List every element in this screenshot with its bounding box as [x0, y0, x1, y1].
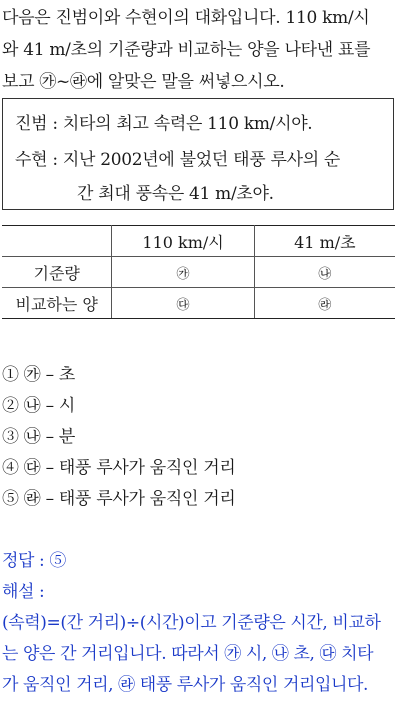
- table-header-row: [2, 226, 395, 257]
- table-row: [2, 288, 395, 319]
- option-1[interactable]: ① ㉮ – 초: [2, 365, 76, 385]
- dialogue-line-suhyeon: 수현 : 지난 2002년에 불었던 태풍 루사의 순: [15, 150, 341, 170]
- table-row-label: 기준량: [2, 257, 112, 288]
- explanation-title: 해설 :: [2, 582, 45, 602]
- table-row: [2, 257, 395, 288]
- answer-options: [2, 360, 235, 515]
- table-cell: ㉰: [112, 288, 254, 319]
- table-cell: ㉮: [112, 257, 254, 288]
- question-line: 와 41 m/초의 기준량과 비교하는 양을 나타낸 표를: [2, 40, 371, 60]
- explanation-line: 는 양은 간 거리입니다. 따라서 ㉮ 시, ㉯ 초, ㉰ 치타: [2, 644, 374, 664]
- table-header-cell: 110 km/시: [112, 226, 254, 257]
- explanation-line: (속력)=(간 거리)÷(시간)이고 기준량은 시간, 비교하: [2, 613, 381, 633]
- dialogue-line-jinbeom: 진범 : 치타의 최고 속력은 110 km/시야.: [15, 114, 313, 134]
- question-text: [2, 2, 398, 98]
- table-row-label: 비교하는 양: [2, 288, 112, 319]
- table-corner-cell: [2, 226, 112, 257]
- question-line: 보고 ㉮~㉱에 알맞은 말을 써넣으시오.: [2, 72, 285, 92]
- option-5[interactable]: ⑤ ㉱ – 태풍 루사가 움직인 거리: [2, 489, 236, 509]
- option-3[interactable]: ③ ㉯ – 분: [2, 427, 76, 447]
- explanation-line: 가 움직인 거리, ㉱ 태풍 루사가 움직인 거리입니다.: [2, 675, 369, 695]
- dialogue-line-suhyeon-cont: 간 최대 풍속은 41 m/초야.: [77, 184, 274, 204]
- table-cell: ㉱: [254, 288, 395, 319]
- question-line: 다음은 진범이와 수현이의 대화입니다. 110 km/시: [2, 8, 370, 28]
- option-2[interactable]: ② ㉯ – 시: [2, 396, 76, 416]
- comparison-table: [2, 225, 395, 319]
- option-4[interactable]: ④ ㉰ – 태풍 루사가 움직인 거리: [2, 458, 236, 478]
- table-header-cell: 41 m/초: [254, 226, 395, 257]
- dialogue-box: [2, 98, 394, 210]
- correct-answer: 정답 : ⑤: [2, 551, 66, 571]
- answer-section: [2, 546, 398, 701]
- table-cell: ㉯: [254, 257, 395, 288]
